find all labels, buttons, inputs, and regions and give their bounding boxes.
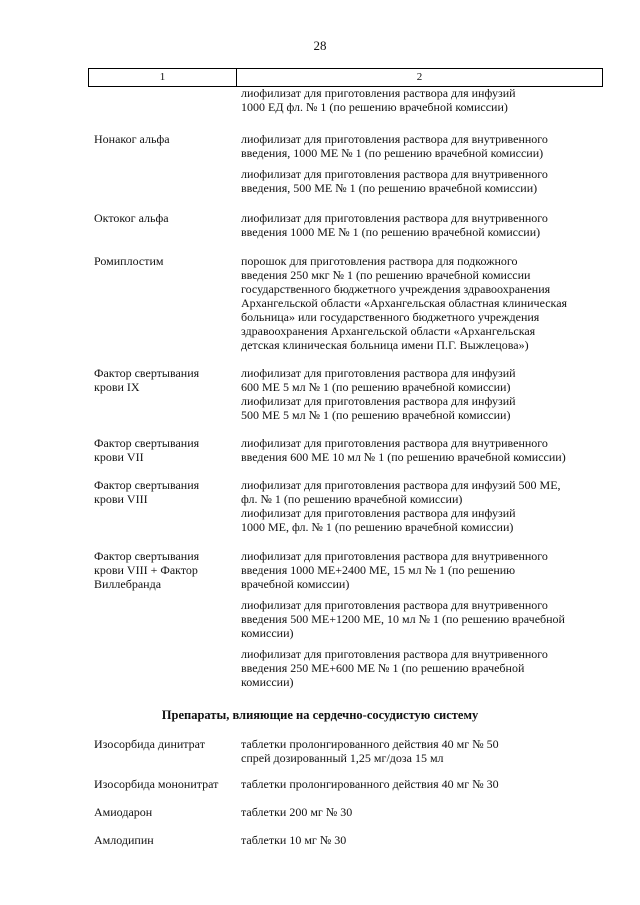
drug-description: лиофилизат для приготовления раствора для инфузий 600 МЕ 5 мл № 1 (по решению врачебной комиссии) лиофилизат для приготовления раствора для инфузий 500 МЕ 5 мл № 1 (по решению врачебной комиссии) [241, 366, 516, 422]
drug-name: Ромиплостим [94, 254, 164, 268]
drug-description: порошок для приготовления раствора для подкожного введения 250 мкг № 1 (по решению врачебной комиссии государственного бюджетного учреждения здравоохранения Архангельской области «Архангельская областная клиническая больница» или государственного бюджетного учреждения здравоохранения Архангельской области «Архангельская детская клиническая больница имени П.Г. Выжлецова») [241, 254, 568, 352]
drug-description: лиофилизат для приготовления раствора для внутривенного введения, 1000 МЕ № 1 (по решению врачебной комиссии) [241, 132, 548, 160]
drug-description: таблетки пролонгированного действия 40 мг № 30 [241, 777, 499, 791]
drug-name: Фактор свертывания крови IX [94, 366, 200, 394]
drug-name: Фактор свертывания крови VIII [94, 478, 200, 506]
column-2-header: 2 [416, 71, 423, 83]
drug-description: лиофилизат для приготовления раствора для внутривенного введения 250 МЕ+600 МЕ № 1 (по решению врачебной комиссии) [241, 647, 548, 689]
table-header [88, 68, 603, 87]
drug-name: Фактор свертывания крови VII [94, 436, 200, 464]
drug-description: таблетки 10 мг № 30 [241, 833, 347, 847]
drug-description: лиофилизат для приготовления раствора для внутривенного введения 1000 МЕ № 1 (по решению врачебной комиссии) [241, 211, 548, 239]
drug-description: лиофилизат для приготовления раствора для инфузий 1000 ЕД фл. № 1 (по решению врачебной комиссии) [241, 86, 516, 114]
drug-description: лиофилизат для приготовления раствора для инфузий 500 МЕ, фл. № 1 (по решению врачебной комиссии) лиофилизат для приготовления раствора для инфузий 1000 МЕ, фл. № 1 (по решению врачебной комиссии) [241, 478, 561, 534]
drug-description: лиофилизат для приготовления раствора для внутривенного введения 500 МЕ+1200 МЕ, 10 мл № 1 (по решению врачебной комиссии) [241, 598, 565, 640]
drug-name: Октоког альфа [94, 211, 169, 225]
drug-description: лиофилизат для приготовления раствора для внутривенного введения, 500 МЕ № 1 (по решению врачебной комиссии) [241, 167, 548, 195]
drug-name: Изосорбида динитрат [94, 737, 205, 751]
section-heading: Препараты, влияющие на сердечно-сосудистую систему [161, 708, 479, 722]
drug-name: Амиодарон [94, 805, 153, 819]
drug-description: таблетки 200 мг № 30 [241, 805, 353, 819]
drug-description: лиофилизат для приготовления раствора для внутривенного введения 600 МЕ 10 мл № 1 (по решению врачебной комиссии) [241, 436, 566, 464]
drug-name: Нонаког альфа [94, 132, 170, 146]
drug-name: Фактор свертывания крови VIII + Фактор Виллебранда [94, 549, 200, 591]
column-1-header: 1 [89, 69, 237, 86]
drug-description: таблетки пролонгированного действия 40 мг № 50 спрей дозированный 1,25 мг/доза 15 мл [241, 737, 499, 765]
drug-name: Изосорбида мононитрат [94, 777, 219, 791]
drug-name: Амлодипин [94, 833, 154, 847]
drug-description: лиофилизат для приготовления раствора для внутривенного введения 1000 МЕ+2400 МЕ, 15 мл № 1 (по решению врачебной комиссии) [241, 549, 548, 591]
page-number: 28 [313, 38, 327, 53]
